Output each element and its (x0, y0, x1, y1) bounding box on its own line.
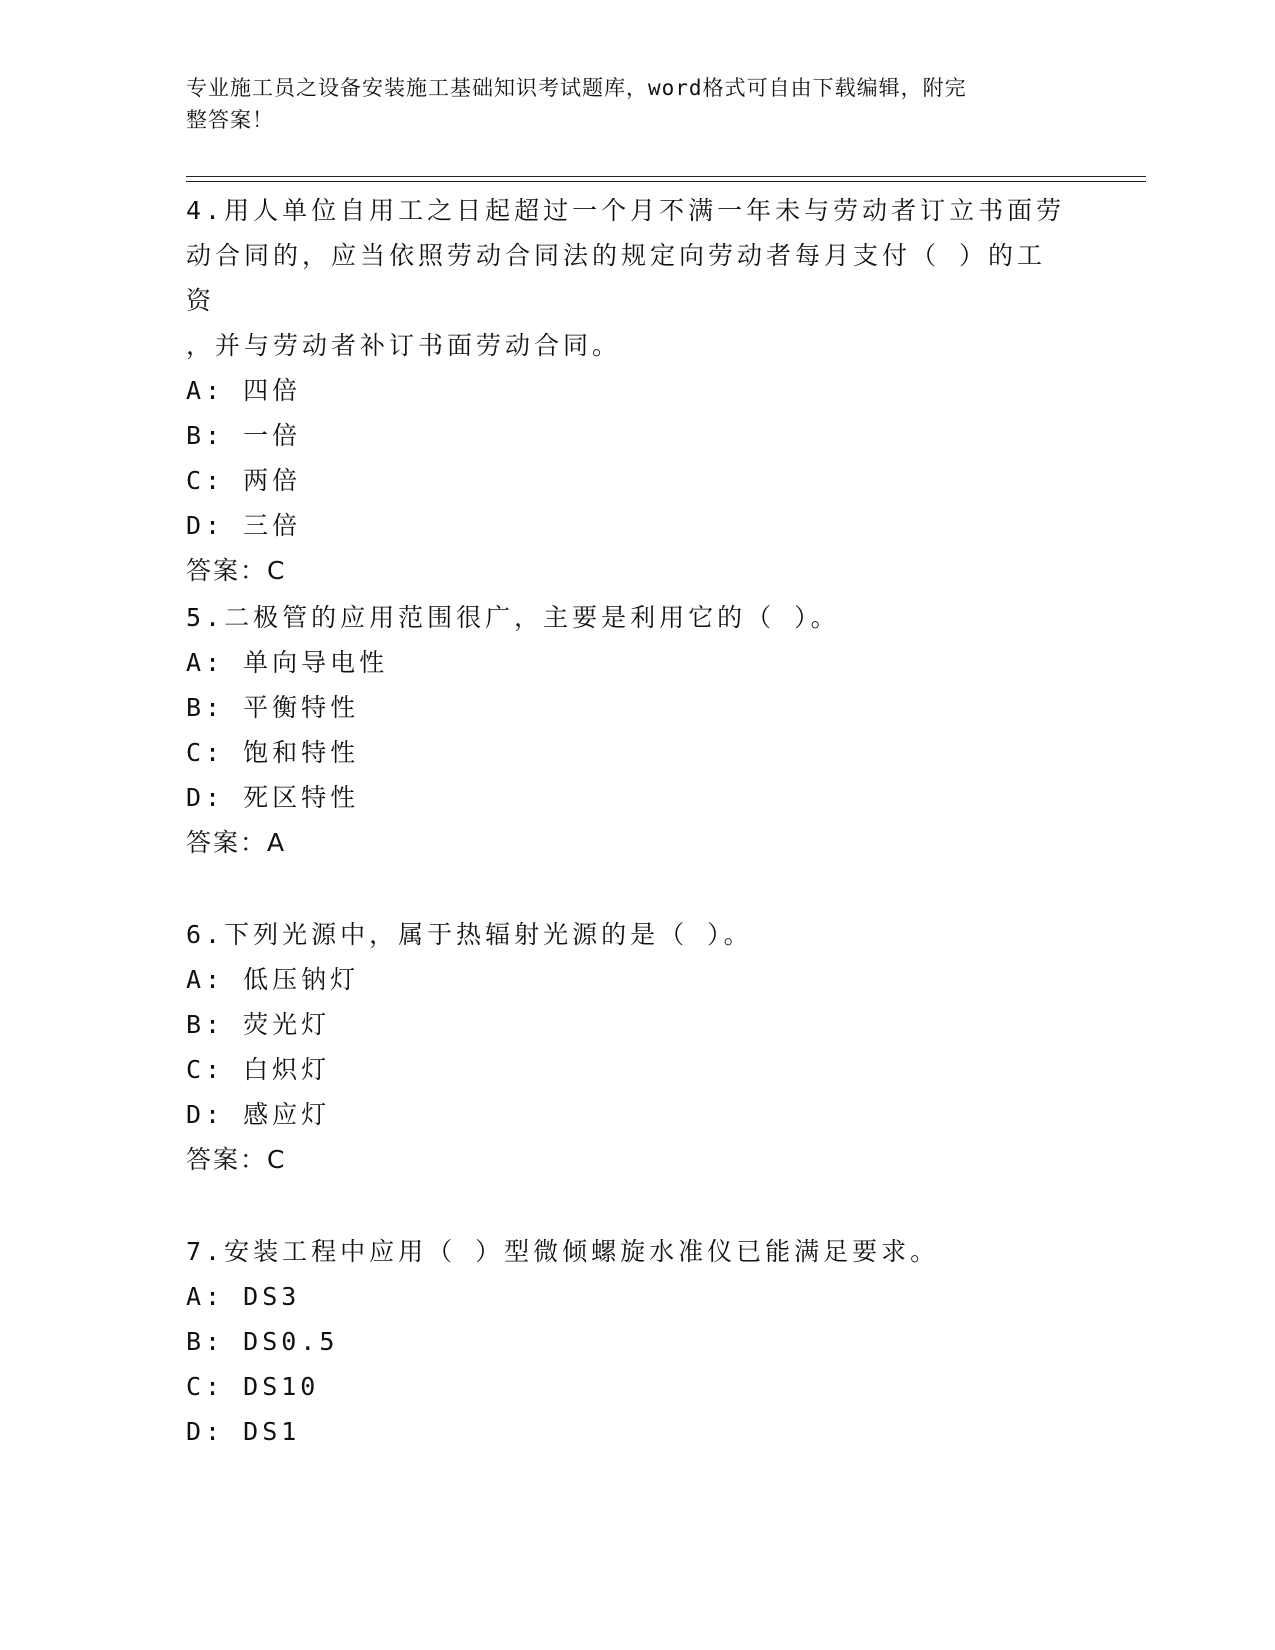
option-b: B: DS0.5 (186, 1327, 339, 1356)
answer-line: 答案：C (186, 1145, 287, 1174)
header-divider-top (186, 176, 1146, 177)
option-b: B: 一倍 (186, 421, 302, 450)
option-a: A: 低压钠灯 (186, 965, 360, 994)
question-6 (186, 912, 1066, 1182)
option-d: D: 感应灯 (186, 1100, 331, 1129)
question-stem-line: 7.安装工程中应用（ ）型微倾螺旋水准仪已能满足要求。 (186, 1237, 940, 1266)
option-b: B: 平衡特性 (186, 693, 360, 722)
option-b: B: 荧光灯 (186, 1010, 331, 1039)
question-stem-line: 4.用人单位自用工之日起超过一个月不满一年未与劳动者订立书面劳 (186, 196, 1066, 225)
question-5 (186, 595, 1066, 865)
option-c: C: 两倍 (186, 466, 302, 495)
question-stem-line: 6.下列光源中，属于热辐射光源的是（ ）。 (186, 920, 753, 949)
option-d: D: 三倍 (186, 511, 302, 540)
question-stem-line: 动合同的，应当依照劳动合同法的规定向劳动者每月支付（ ）的工资 (186, 241, 1047, 315)
question-4 (186, 188, 1066, 593)
option-c: C: 饱和特性 (186, 738, 360, 767)
option-c: C: DS10 (186, 1372, 320, 1401)
option-d: D: DS1 (186, 1417, 301, 1446)
answer-line: 答案：A (186, 828, 287, 857)
option-a: A: 单向导电性 (186, 648, 389, 677)
header-line-2: 整答案！ (186, 108, 274, 132)
question-stem-line: ，并与劳动者补订书面劳动合同。 (186, 331, 622, 360)
header-line-1: 专业施工员之设备安装施工基础知识考试题库，word格式可自由下载编辑，附完 (186, 76, 967, 100)
question-stem-line: 5.二极管的应用范围很广，主要是利用它的（ ）。 (186, 603, 840, 632)
option-a: A: 四倍 (186, 376, 302, 405)
option-c: C: 白炽灯 (186, 1055, 331, 1084)
question-7 (186, 1229, 1066, 1454)
option-d: D: 死区特性 (186, 783, 360, 812)
header-divider-bottom (186, 181, 1146, 182)
document-header (186, 72, 1066, 136)
answer-line: 答案：C (186, 556, 287, 585)
option-a: A: DS3 (186, 1282, 301, 1311)
